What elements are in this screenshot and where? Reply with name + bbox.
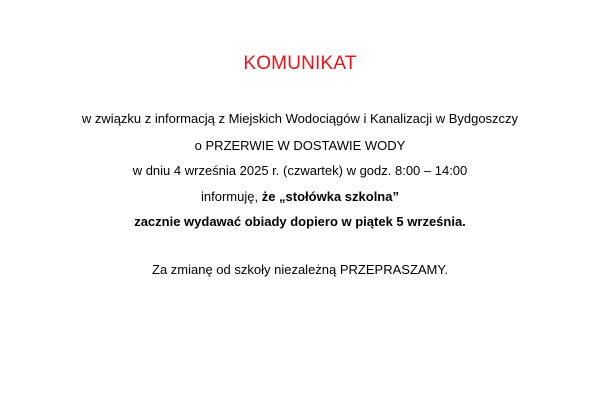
notice-line-lunch-start: zacznie wydawać obiady dopiero w piątek 5 września. <box>134 214 466 229</box>
notice-line-apology: Za zmianę od szkoły niezależną PRZEPRASZAMY. <box>152 262 448 277</box>
notice-inform-prefix: informuję, <box>201 189 262 204</box>
notice-canteen-bold: że „stołówka szkolna” <box>261 189 399 204</box>
notice-line-inform <box>0 188 600 206</box>
notice-line-outage: o PRZERWIE W DOSTAWIE WODY <box>194 138 406 153</box>
notice-title: KOMUNIKAT <box>243 53 357 74</box>
notice-line-date-time: w dniu 4 września 2025 r. (czwartek) w godz. 8:00 – 14:00 <box>132 163 468 178</box>
notice-line-intro: w związku z informacją z Miejskich Wodociągów i Kanalizacji w Bydgoszczy <box>81 111 519 126</box>
